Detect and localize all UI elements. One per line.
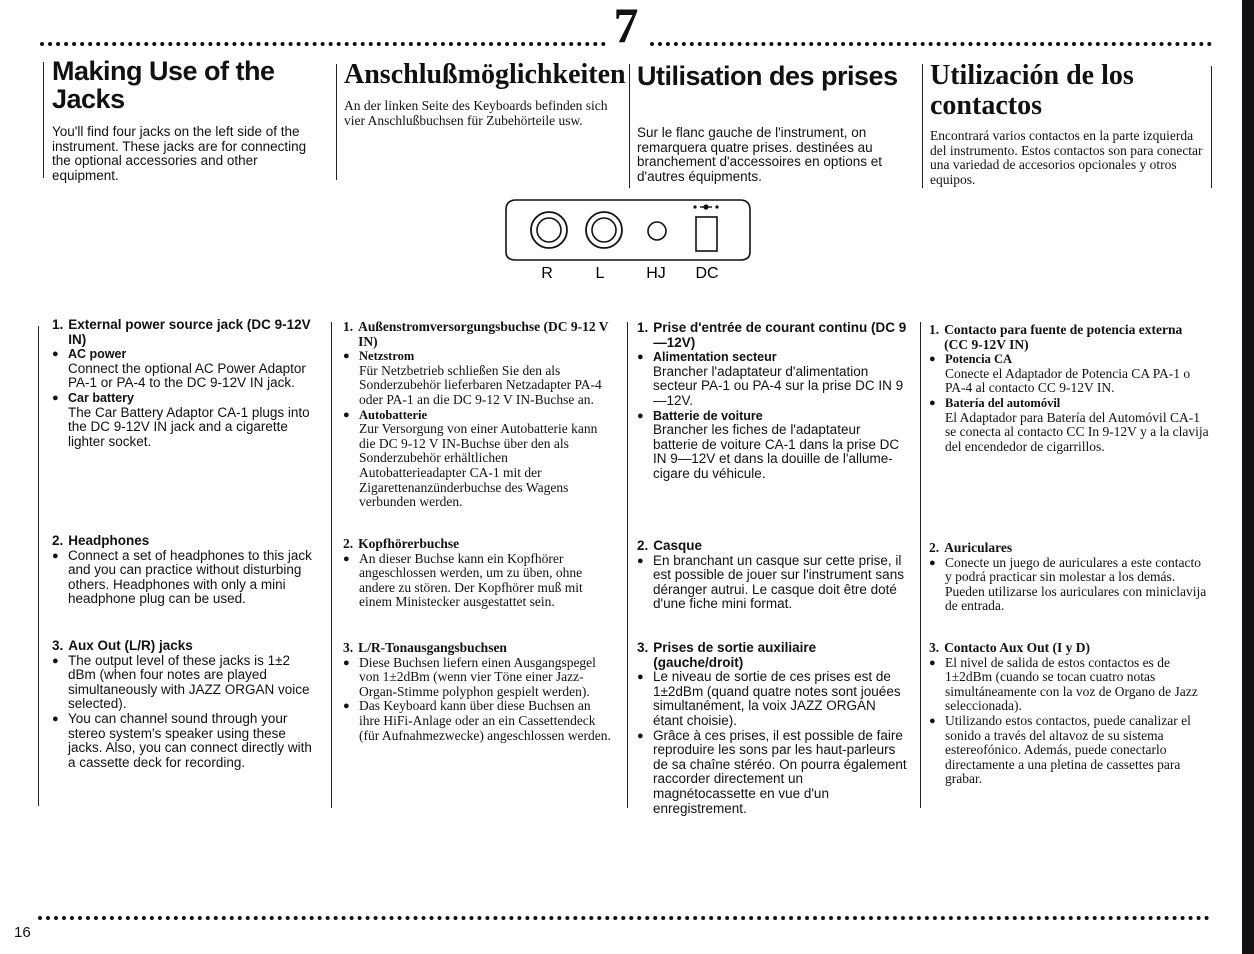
column-rule-es-right: [1211, 66, 1212, 188]
section-number: 2.: [929, 540, 940, 555]
sub-item-heading-text: Potencia CA: [945, 352, 1012, 367]
bullet-icon: ●: [52, 348, 59, 361]
column-rule-lower-es: [920, 322, 921, 808]
title-es: Utilización de los contactos: [930, 60, 1134, 121]
intro-en: You'll find four jacks on the left side of the instrument. These jacks are for connecting the optional accessories and other equipment.: [52, 124, 307, 183]
section-number: 1.: [929, 322, 940, 337]
bullet-text: Conecte un juego de auriculares a este contacto y podrá practicar sin molestar a los demás. Pueden utilizarse los auriculares con miniclavija de entrada.: [945, 554, 1207, 614]
column-rule-lower-de: [331, 322, 332, 808]
bullet-text: Utilizando estos contactos, puede canalizar el sonido a través del altavoz de su sistema estereofónico. Además, puede conectarlo directamente a una pletina de cassettes para grabar.: [945, 712, 1191, 787]
bullet-text: Connect a set of headphones to this jack and you can practice without disturbing others. Headphones with only a mini headphone plug can be used.: [68, 547, 312, 607]
section-es-1: [929, 323, 1209, 454]
bullet-text: Grâce à ces prises, il est possible de faire reproduire les sons par les haut-parleurs de sa chaîne stéréo. On pourra également raccorder directement un magnétocassette en vue d'un enregistrement.: [653, 727, 907, 816]
dc-polarity-icon: [693, 204, 718, 209]
section-number: 1.: [52, 317, 64, 332]
bullet-icon: ●: [637, 409, 644, 422]
title-fr: Utilisation des prises: [637, 61, 898, 91]
column-rule-lower-en: [38, 326, 39, 806]
section-de-1: [343, 320, 615, 510]
sub-item-heading-text: Car battery: [68, 390, 134, 405]
sub-item-heading: [637, 409, 909, 424]
section-fr-3: [637, 641, 909, 816]
section-heading: Contacto para fuente de potencia externa (CC 9-12V IN): [944, 322, 1183, 352]
section-number: 3.: [929, 640, 940, 655]
bullet-icon: ●: [52, 391, 59, 404]
bullet-icon: ●: [637, 554, 644, 567]
bullet-icon: ●: [929, 353, 936, 366]
section-heading: Auriculares: [944, 540, 1013, 555]
top-dotted-rule-right: [650, 42, 1212, 46]
jack-panel-diagram: [504, 196, 754, 286]
bullet-item: [637, 670, 909, 728]
bullet-icon: ●: [343, 656, 350, 669]
section-heading: Prise d'entrée de courant continu (DC 9—12V): [653, 320, 907, 350]
bullet-icon: ●: [929, 396, 936, 409]
section-number: 1.: [343, 319, 354, 334]
bullet-text: Diese Buchsen liefern einen Ausgangspegel von 1±2dBm (wenn vier Töne einer Jazz-Organ-Stimme polyphon gespielt werden).: [359, 654, 596, 699]
chapter-number: 7: [613, 0, 639, 53]
sub-item-body: Brancher l'adaptateur d'alimentation secteur PA-1 ou PA-4 sur la prise DC IN 9—12V.: [653, 363, 904, 408]
bullet-icon: ●: [343, 350, 350, 363]
section-number: 2.: [52, 533, 64, 548]
column-rule-es: [922, 64, 923, 188]
sub-item-body: El Adaptador para Batería del Automóvil CA-1 se conecta al contacto CC In 9-12V y a la clavija del encendedor de cigarrillos.: [945, 409, 1209, 454]
bullet-item: [637, 729, 909, 817]
section-number: 3.: [343, 640, 354, 655]
section-heading: Außenstromversorgungsbuchse (DC 9-12 V IN): [358, 319, 609, 349]
column-en-header: [52, 56, 317, 183]
sub-item-body: Brancher les fiches de l'adaptateur batterie de voiture CA-1 dans la prise DC IN 9—12V et dans la douille de l'allume-cigare du véhicule.: [653, 422, 900, 481]
bullet-item: [52, 549, 318, 607]
section-heading: Contacto Aux Out (I y D): [944, 640, 1091, 655]
sub-item-heading-text: Batería del automóvil: [945, 395, 1061, 410]
bullet-text: El nivel de salida de estos contactos es de 1±2dBm (cuando se tocan cuatro notas simultáneamente con la voz de Organo de Jazz seleccionada).: [945, 654, 1198, 714]
section-number: 2.: [343, 536, 354, 551]
jack-label-dc: DC: [695, 265, 719, 282]
bullet-text: An dieser Buchse kann ein Kopfhörer angeschlossen werden, um zu üben, ohne andere zu stören. Der Kopfhörer muß mit einem Ministecker ausgestattet sein.: [359, 550, 583, 610]
column-rule-de: [336, 64, 337, 180]
section-heading: L/R-Tonausgangsbuchsen: [358, 640, 507, 655]
bullet-item: [52, 712, 318, 770]
column-rule-fr: [629, 64, 630, 188]
sub-item-heading: [343, 349, 615, 364]
page-edge-bar: [1242, 0, 1254, 954]
bullet-item: [929, 714, 1209, 787]
section-es-2: [929, 541, 1209, 614]
section-title: [637, 321, 909, 350]
sub-item-heading-text: AC power: [68, 347, 127, 362]
intro-es: Encontrará varios contactos en la parte izquierda del instrumento. Estos contactos son para conectar una variedad de accesorios opcionales y otros equipos.: [930, 128, 1203, 187]
section-title: [343, 641, 615, 656]
jack-panel-illustration: [504, 196, 754, 286]
bullet-item: [52, 654, 318, 712]
column-rule-en: [43, 62, 44, 178]
bullet-item: [929, 556, 1209, 614]
section-number: 1.: [637, 320, 649, 335]
sub-item-heading: [52, 347, 318, 362]
section-fr-2: [637, 539, 909, 612]
sub-item-body: Für Netzbetrieb schließen Sie den als Sonderzubehör lieferbaren Netzadapter PA-4 oder PA-1 an die DC 9-12 V IN-Buchse an.: [359, 362, 602, 407]
bullet-icon: ●: [52, 712, 59, 725]
section-title: [637, 539, 909, 554]
bullet-icon: ●: [343, 408, 350, 421]
sub-item-heading-text: Autobatterie: [359, 407, 428, 422]
sub-item-heading: [637, 350, 909, 365]
column-rule-lower-fr: [627, 322, 628, 808]
bullet-text: En branchant un casque sur cette prise, il est possible de jouer sur l'instrument sans déranger autrui. Le casque doit être doté d'une fiche mini format.: [653, 552, 904, 612]
bullet-icon: ●: [637, 671, 644, 684]
column-de-header: [344, 59, 626, 128]
section-heading: External power source jack (DC 9-12V IN): [68, 317, 311, 347]
section-title: [929, 323, 1209, 352]
section-title: [52, 639, 318, 654]
page-number: 16: [14, 924, 31, 941]
bullet-item: [343, 656, 615, 700]
bullet-text: You can channel sound through your stereo system's speaker using these jacks. Also, you can connect directly with a cassette deck for recording.: [68, 710, 312, 770]
bullet-icon: ●: [637, 351, 644, 364]
bullet-text: Le niveau de sortie de ces prises est de 1±2dBm (quand quatre notes sont jouées simultanément, la voix JAZZ ORGAN étant choisie).: [653, 669, 901, 728]
bullet-icon: ●: [929, 556, 936, 569]
bullet-icon: ●: [343, 700, 350, 713]
section-title: [929, 541, 1209, 556]
bullet-item: [343, 552, 615, 610]
bullet-text: The output level of these jacks is 1±2 dBm (when four notes are played simultaneously with JAZZ ORGAN voice selected).: [68, 652, 310, 712]
section-en-3: [52, 639, 318, 770]
bullet-item: [343, 699, 615, 743]
sub-item-body: The Car Battery Adaptor CA-1 plugs into the DC 9-12V IN jack and a cigarette lighter socket.: [68, 404, 310, 449]
intro-de: An der linken Seite des Keyboards befinden sich vier Anschlußbuchsen für Zubehörteile usw.: [344, 98, 608, 128]
section-heading: Headphones: [68, 533, 150, 548]
bottom-dotted-rule: [38, 916, 1210, 920]
column-es-header: [930, 60, 1206, 187]
section-de-2: [343, 537, 615, 610]
title-de: Anschlußmöglichkeiten: [344, 59, 626, 90]
section-title: [52, 318, 318, 347]
bullet-icon: ●: [52, 549, 59, 562]
title-en: Making Use of the Jacks: [52, 56, 275, 114]
section-heading: Kopfhörerbuchse: [358, 536, 460, 551]
section-title: [929, 641, 1209, 656]
section-heading: Casque: [653, 538, 703, 553]
sub-item-heading: [343, 408, 615, 423]
sub-item-body: Zur Versorgung von einer Autobatterie kann die DC 9-12 V IN-Buchse über den als Sonderzubehör erhältlichen Autobatterieadapter CA-1 mit der Zigarettenanzünderbuchse des Wagens verbunden werden.: [359, 421, 598, 510]
jack-label-hj: HJ: [646, 265, 666, 282]
section-number: 2.: [637, 538, 649, 553]
section-heading: Prises de sortie auxiliaire (gauche/droit): [653, 640, 817, 670]
section-en-2: [52, 534, 318, 607]
top-dotted-rule-left: [40, 42, 606, 46]
section-title: [343, 537, 615, 552]
sub-item-heading-text: Batterie de voiture: [653, 408, 763, 423]
sub-item-heading: [929, 396, 1209, 411]
sub-item-heading-text: Netzstrom: [359, 349, 415, 364]
sub-item-heading: [929, 352, 1209, 367]
bullet-icon: ●: [52, 654, 59, 667]
section-en-1: [52, 318, 318, 449]
sub-item-heading-text: Alimentation secteur: [653, 350, 777, 365]
intro-fr: Sur le flanc gauche de l'instrument, on remarquera quatre prises. destinées au branchement d'accessoires en options et d'autres équipments.: [637, 125, 882, 184]
section-es-3: [929, 641, 1209, 787]
bullet-text: Das Keyboard kann über diese Buchsen an ihre HiFi-Anlage oder an ein Cassettendeck (für Aufnahmezwecke) angeschlossen werden.: [359, 698, 611, 743]
section-title: [52, 534, 318, 549]
section-title: [343, 320, 615, 349]
section-title: [637, 641, 909, 670]
sub-item-heading: [52, 391, 318, 406]
jack-label-r: R: [541, 265, 553, 282]
section-number: 3.: [52, 638, 64, 653]
bullet-item: [929, 656, 1209, 714]
sub-item-body: Conecte el Adaptador de Potencia CA PA-1 o PA-4 al contacto CC 9-12V IN.: [945, 365, 1191, 396]
section-number: 3.: [637, 640, 649, 655]
section-fr-1: [637, 321, 909, 482]
bullet-icon: ●: [343, 552, 350, 565]
sub-item-body: Connect the optional AC Power Adaptor PA-1 or PA-4 to the DC 9-12V IN jack.: [68, 360, 306, 391]
bullet-icon: ●: [929, 714, 936, 727]
column-fr-header: [637, 60, 915, 184]
bullet-item: [637, 554, 909, 612]
section-heading: Aux Out (L/R) jacks: [68, 638, 193, 653]
bullet-icon: ●: [637, 729, 644, 742]
bullet-icon: ●: [929, 656, 936, 669]
section-de-3: [343, 641, 615, 743]
jack-label-l: L: [595, 265, 605, 282]
